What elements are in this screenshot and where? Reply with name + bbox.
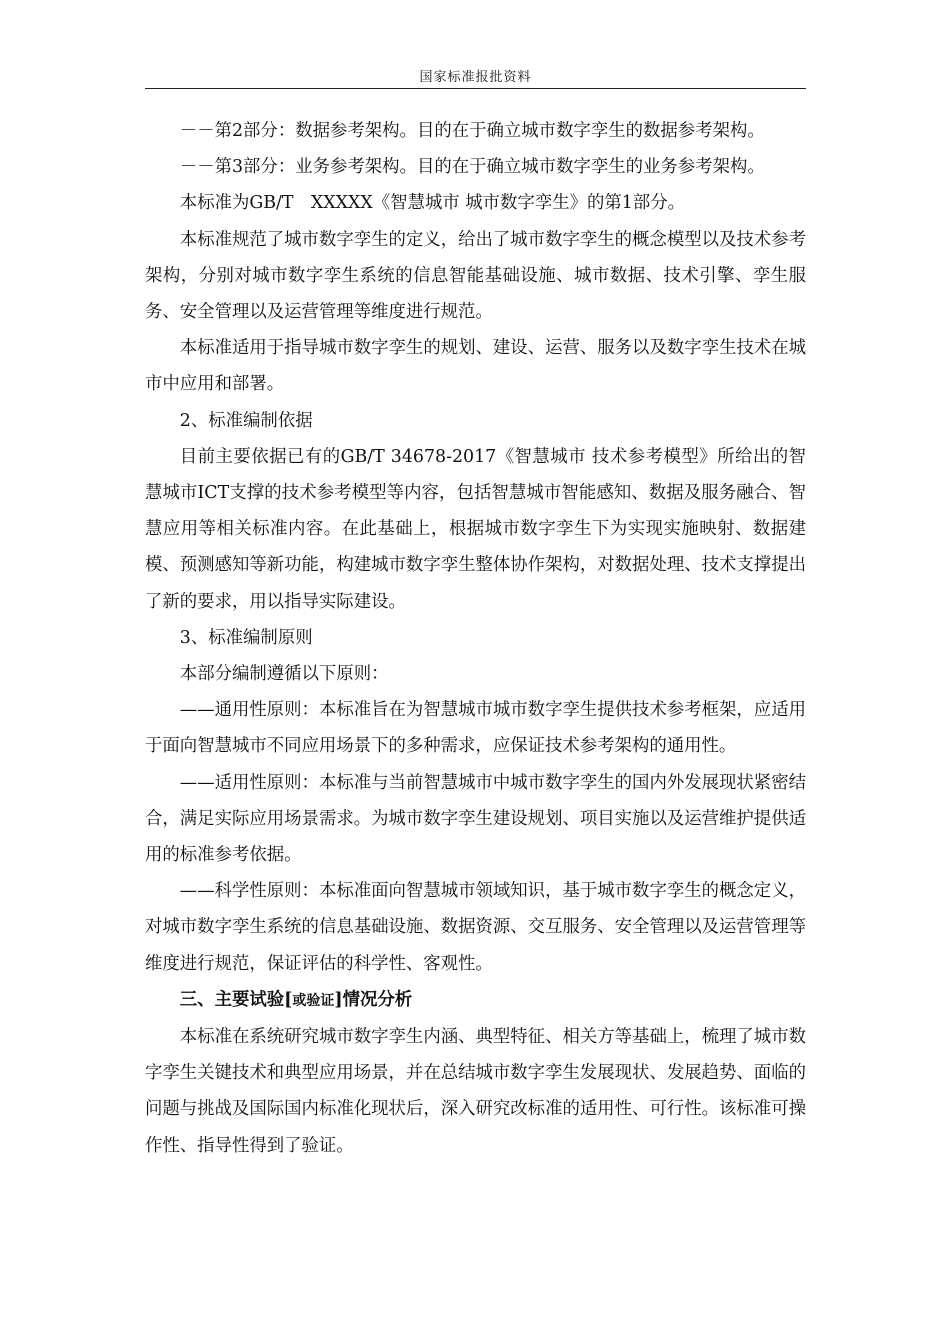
document-body bbox=[145, 113, 806, 1164]
paragraph-applicability: 本标准适用于指导城市数字孪生的规划、建设、运营、服务以及数字孪生技术在城市中应用和部署。 bbox=[145, 338, 806, 395]
paragraph-principle-applicability: ——适用性原则：本标准与当前智慧城市中城市数字孪生的国内外发展现状紧密结合，满足实际应用场景需求。为城市数字孪生建设规划、项目实施以及运营维护提供适用的标准参考依据。 bbox=[145, 772, 806, 866]
paragraph-principle-scientific: ——科学性原则：本标准面向智慧城市领域知识，基于城市数字孪生的概念定义，对城市数字孪生系统的信息基础设施、数据资源、交互服务、安全管理以及运营管理等维度进行规范，保证评估的科学性、客观性。 bbox=[145, 881, 806, 974]
paragraph-principles-intro: 本部分编制遵循以下原则： bbox=[179, 664, 389, 685]
paragraph-part3: －－第3部分：业务参考架构。目的在于确立城市数字孪生的业务参考架构。 bbox=[179, 157, 765, 178]
section-heading-part-a: 三、主要试验[ bbox=[179, 989, 293, 1010]
section-heading-part-b: 或验证 bbox=[292, 992, 335, 1009]
paragraph-basis: 目前主要依据已有的GB/T 34678-2017《智慧城市 技术参考模型》所给出的智慧城市ICT支撑的技术参考模型等内容，包括智慧城市智能感知、数据及服务融合、智慧应用等相关标准内容。在此基础上，根据城市数字孪生下为实现实施映射、数据建模、预测感知等新功能，构建城市数字孪生整体协作架构，对数据处理、技术支撑提出了新的要求，用以指导实际建设。 bbox=[145, 446, 806, 612]
paragraph-standard-id: 本标准为GB/T XXXXX《智慧城市 城市数字孪生》的第1部分。 bbox=[179, 193, 686, 214]
paragraph-part2: －－第2部分：数据参考架构。目的在于确立城市数字孪生的数据参考架构。 bbox=[179, 121, 765, 141]
section-heading-part-c: ]情况分析 bbox=[334, 989, 413, 1010]
paragraph-principle-generality: ——通用性原则：本标准旨在为智慧城市城市数字孪生提供技术参考框架，应适用于面向智慧城市不同应用场景下的多种需求，应保证技术参考架构的通用性。 bbox=[145, 700, 806, 757]
header-divider bbox=[145, 88, 806, 89]
heading-principles: 3、标准编制原则 bbox=[179, 627, 313, 648]
paragraph-experiments: 本标准在系统研究城市数字孪生内涵、典型特征、相关方等基础上，梳理了城市数字孪生关键技术和典型应用场景，并在总结城市数字孪生发展现状、发展趋势、面临的问题与挑战及国际国内标准化现状后，深入研究改标准的适用性、可行性。该标准可操作性、指导性得到了验证。 bbox=[145, 1027, 806, 1156]
section-heading-experiments bbox=[145, 982, 806, 1019]
page-header: 国家标准报批资料 bbox=[419, 70, 532, 85]
heading-basis: 2、标准编制依据 bbox=[179, 410, 313, 431]
paragraph-scope: 本标准规范了城市数字孪生的定义，给出了城市数字孪生的概念模型以及技术参考架构，分别对城市数字孪生系统的信息智能基础设施、城市数据、技术引擎、孪生服务、安全管理以及运营管理等维度进行规范。 bbox=[145, 229, 806, 323]
